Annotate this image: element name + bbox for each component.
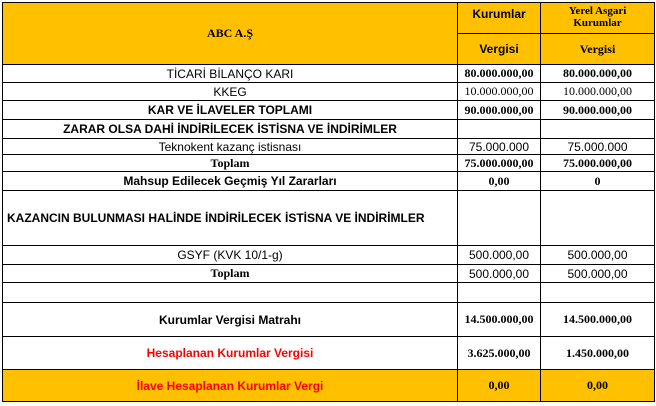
row-label-profit-and-additions-total: KAR VE İLAVELER TOPLAMI (3, 101, 458, 120)
row-label-technopark-exemption: Teknokent kazanç istisnası (3, 139, 458, 155)
table-row (3, 83, 655, 101)
table-row (3, 65, 655, 83)
row-value-corporate-tax: 500.000,00 (458, 246, 541, 265)
row-value-local-minimum-tax: 0 (541, 172, 655, 191)
row-value-corporate-tax: 10.000.000,00 (458, 83, 541, 101)
row-value-corporate-tax: 75.000.000,00 (458, 155, 541, 172)
row-label-empty (3, 283, 458, 303)
row-value-local-minimum-tax: 75.000.000,00 (541, 155, 655, 172)
column-header-local-minimum-tax-bottom: Vergisi (541, 34, 655, 65)
header-row-top (3, 3, 655, 34)
column-header-corporate-tax-bottom: Vergisi (458, 34, 541, 65)
row-value-corporate-tax (458, 120, 541, 139)
row-value-corporate-tax: 75.000.000 (458, 139, 541, 155)
table-row (3, 265, 655, 283)
row-label-subtotal: Toplam (3, 265, 458, 283)
table-row (3, 303, 655, 337)
row-value-corporate-tax: 0,00 (458, 172, 541, 191)
table-row (3, 101, 655, 120)
column-header-corporate-tax-top: Kurumlar (458, 3, 541, 34)
row-label-gsyf: GSYF (KVK 10/1-g) (3, 246, 458, 265)
row-value-local-minimum-tax (541, 191, 655, 246)
row-label-subtotal: Toplam (3, 155, 458, 172)
row-value-corporate-tax: 500.000,00 (458, 265, 541, 283)
table-row-empty (3, 283, 655, 303)
row-value-local-minimum-tax: 80.000.000,00 (541, 65, 655, 83)
table-row (3, 120, 655, 139)
row-value-local-minimum-tax: 10.000.000,00 (541, 83, 655, 101)
row-label-tax-base: Kurumlar Vergisi Matrahı (3, 303, 458, 337)
row-value-corporate-tax (458, 191, 541, 246)
row-value-corporate-tax: 14.500.000,00 (458, 303, 541, 337)
row-label-additional-calculated-tax: İlave Hesaplanan Kurumlar Vergi (3, 370, 458, 402)
row-label-prior-year-losses: Mahsup Edilecek Geçmiş Yıl Zararları (3, 172, 458, 191)
row-value-corporate-tax: 3.625.000,00 (458, 337, 541, 370)
company-name: ABC A.Ş (3, 3, 458, 65)
tax-calculation-table (2, 2, 655, 402)
table-row (3, 337, 655, 370)
row-value-corporate-tax: 0,00 (458, 370, 541, 402)
table-row (3, 172, 655, 191)
row-value-corporate-tax: 90.000.000,00 (458, 101, 541, 120)
row-value-local-minimum-tax: 90.000.000,00 (541, 101, 655, 120)
row-value-local-minimum-tax (541, 283, 655, 303)
row-label-kkeg: KKEG (3, 83, 458, 101)
row-value-local-minimum-tax: 0,00 (541, 370, 655, 402)
table-row (3, 246, 655, 265)
table-row-total (3, 370, 655, 402)
row-value-local-minimum-tax: 500.000,00 (541, 246, 655, 265)
row-value-corporate-tax (458, 283, 541, 303)
row-label-deductions-if-profit: KAZANCIN BULUNMASI HALİNDE İNDİRİLECEK İSTİSNA VE İNDİRİMLER (3, 191, 458, 246)
table-row (3, 155, 655, 172)
row-label-commercial-balance-profit: TİCARİ BİLANÇO KARI (3, 65, 458, 83)
table-row (3, 139, 655, 155)
row-label-calculated-tax: Hesaplanan Kurumlar Vergisi (3, 337, 458, 370)
row-value-local-minimum-tax: 75.000.000 (541, 139, 655, 155)
column-header-local-minimum-tax-top: Yerel Asgari Kurumlar (541, 3, 655, 34)
row-value-local-minimum-tax: 14.500.000,00 (541, 303, 655, 337)
row-value-local-minimum-tax (541, 120, 655, 139)
row-label-deductions-even-if-loss: ZARAR OLSA DAHİ İNDİRİLECEK İSTİSNA VE İNDİRİMLER (3, 120, 458, 139)
row-value-corporate-tax: 80.000.000,00 (458, 65, 541, 83)
table-row (3, 191, 655, 246)
row-value-local-minimum-tax: 500.000,00 (541, 265, 655, 283)
row-value-local-minimum-tax: 1.450.000,00 (541, 337, 655, 370)
